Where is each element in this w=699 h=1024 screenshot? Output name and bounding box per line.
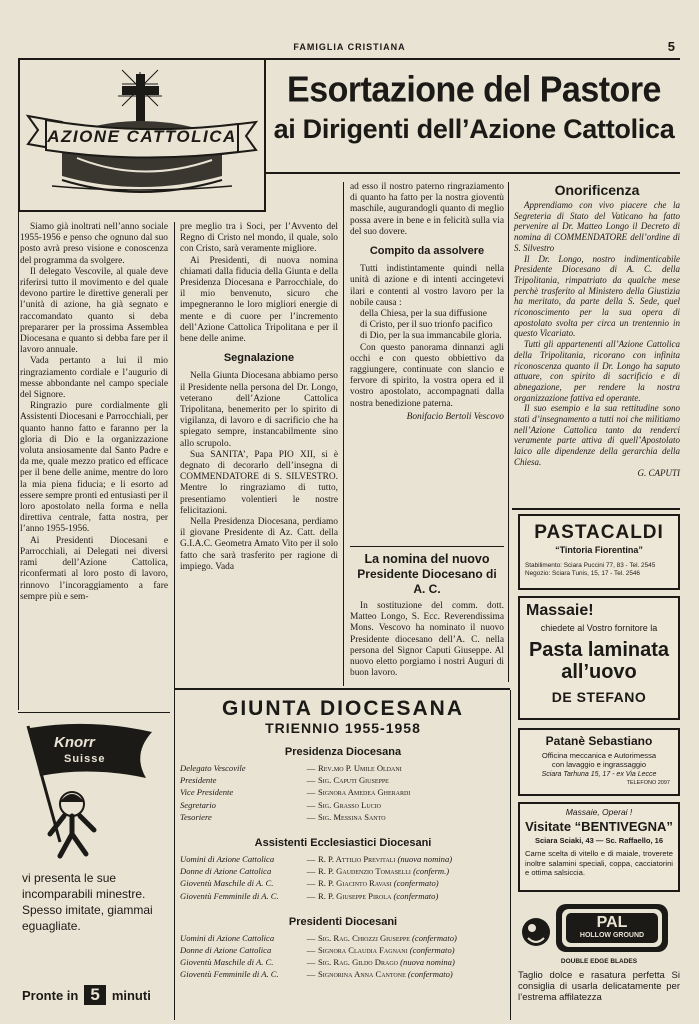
person-name: Sig. Rag. Gildo Drago bbox=[318, 957, 398, 968]
magazine-title: FAMIGLIA CRISTIANA bbox=[293, 42, 406, 52]
person-name: R. P. Giacinto Ravasi bbox=[318, 878, 392, 889]
ad-title: PASTACALDI bbox=[534, 522, 664, 543]
role: Tesoriere bbox=[180, 811, 212, 822]
column-rule bbox=[343, 182, 344, 686]
column-rule bbox=[174, 222, 175, 708]
column-rule bbox=[174, 690, 175, 1020]
ad-brand-sub: HOLLOW GROUND bbox=[579, 932, 645, 939]
role: Vice Presidente bbox=[180, 787, 234, 798]
person-name: R. P. Gaudenzio Tomaselli bbox=[318, 866, 411, 877]
ad-text: Carne scelta di vitello e di maiale, troverete inoltre salamini speciali, coppa, cacciatorini e ottima salsiccia. bbox=[525, 849, 673, 877]
ad-title: Massaie! bbox=[526, 602, 594, 619]
ad-brand: DE STEFANO bbox=[551, 689, 647, 705]
section-title: Assistenti Ecclesiastici Diocesani bbox=[254, 837, 432, 850]
section-rule bbox=[174, 688, 510, 690]
role: Gioventù Femminile di A. C. bbox=[180, 969, 279, 980]
person-name: Signorina Anna Cantone bbox=[318, 969, 406, 980]
paragraph: Siamo già inoltrati nell’anno sociale 1955-1956 e penso che ognuno dal suo posto avrà preso visione e conoscenza del programma da svolgere. bbox=[20, 222, 168, 266]
note: (nuova nomina) bbox=[400, 957, 455, 968]
paragraph: pre meglio tra i Soci, per l’Avvento del Regno di Cristo nel mondo, il quale, solo con Cristo, sarà veramente migliore. bbox=[180, 222, 338, 255]
section-title: Presidenza Diocesana bbox=[284, 746, 402, 758]
giunta-subtitle: TRIENNIO 1955-1958 bbox=[265, 720, 421, 736]
nomina-title-line1: La nomina del nuovo bbox=[364, 552, 490, 566]
table-row: Tesoriere — Sig. Messina Santo bbox=[180, 811, 506, 823]
ad-knorr bbox=[20, 722, 170, 862]
person-name: Signora Amedea Gherardi bbox=[318, 787, 411, 798]
paragraph: di Cristo, per il suo trionfo pacifico bbox=[360, 320, 493, 331]
table-row: Gioventù Maschile di A. C. — Sig. Rag. Gildo Drago (nuova nomina) bbox=[180, 957, 455, 968]
ad-title: Patanè Sebastiano bbox=[545, 734, 653, 748]
column-rule bbox=[510, 690, 511, 1020]
note: (confermato) bbox=[393, 878, 439, 889]
logo-text: AZIONE CATTOLICA bbox=[47, 127, 237, 146]
person-name: R. P. Attilio Previtali bbox=[318, 854, 396, 865]
onorificenza-article bbox=[514, 182, 680, 478]
paragraph: ad esso il nostro paterno ringraziamento di quanto ha fatto per la nostra gioventù maschile, augurandogli quanto di meglio possa avere in bene e in felicità sulla via del suo dovere. bbox=[350, 182, 504, 237]
paragraph: Ai Presidenti, di nuova nomina chiamati dalla fiducia della Giunta e della Presidenza Diocesana e Parrocchiale, do il mio benvenuto, sicuro che impegneranno le loro migliori energie di mente e di cuore per l’incremento dell’Azione Cattolica Tripolitana e per il bene delle anime. bbox=[180, 255, 338, 345]
ad-bentivegna bbox=[518, 802, 680, 892]
ad-line: Officina meccanica e Autorimessa bbox=[541, 751, 657, 760]
role: Gioventù Femminile di A. C. bbox=[180, 890, 279, 901]
paragraph: Nella Giunta Diocesana abbiamo perso il Presidente nella persona del Dr. Longo, veterano dell’Azione Cattolica Tripolitana, benemerito per lo spirito di vigilanza, di lavoro e di sacrificio che ha spiegato sempre, instancabilmente sino allo scrupolo. bbox=[180, 371, 338, 449]
ad-knorr-prefix: Pronte in bbox=[22, 987, 79, 1003]
ad-knorr-text: vi presenta le sue incomparabili minestre. Spesso imitate, giammai eguagliate. bbox=[22, 871, 153, 933]
person-name: Rev.mo P. Umile Oldani bbox=[318, 763, 402, 773]
table-row: Gioventù Femminile di A. C. — R. P. Giuseppe Pirola (confermato) bbox=[180, 890, 439, 901]
giunta-title: GIUNTA DIOCESANA bbox=[222, 697, 464, 720]
note: (confermato) bbox=[409, 945, 455, 956]
ad-flag-brand: Knorr bbox=[54, 734, 95, 751]
nomina-title-line2: Presidente Diocesano di A. C. bbox=[357, 567, 497, 596]
table-row: Segretario — Sig. Grasso Lucio bbox=[180, 799, 506, 811]
article-column-2 bbox=[180, 222, 338, 573]
azione-cattolica-logo bbox=[22, 66, 262, 198]
ad-knorr-suffix: minuti bbox=[111, 987, 151, 1003]
person-name: Sig. Grasso Lucio bbox=[318, 799, 382, 810]
left-frame-rule bbox=[18, 60, 19, 710]
running-head bbox=[0, 39, 699, 56]
note: (nuova nomina) bbox=[397, 854, 453, 865]
role: Presidente bbox=[180, 775, 217, 786]
table-row: Gioventù Maschile di A. C. — R. P. Giacinto Ravasi (confermato) bbox=[180, 878, 439, 889]
ad-line: con lavaggio e ingrassaggio bbox=[551, 760, 647, 769]
paragraph: Apprendiamo con vivo piacere che la Segreteria di Stato del Vaticano ha fatto pervenire al Dr. Matteo Longo il Decreto di nomina di COMMENDATORE dell’ordine di S. Silvestro bbox=[514, 200, 680, 253]
person-name: Sig. Messina Santo bbox=[318, 811, 386, 822]
person-name: Sig. Caputi Giuseppe bbox=[318, 775, 389, 786]
nomina-article bbox=[350, 552, 504, 679]
paragraph: Vada pertanto a lui il mio ringraziamento cordiale e l’augurio di messe abbondante nel campo speciale del Signore. bbox=[20, 356, 168, 401]
nomina-text: In sostituzione del comm. dott. Matteo Longo, S. Ecc. Reverendissima Mons. Vescovo ha nominato il nuovo Presidente diocesano dell’A. C. nella persona del Signor Caputi Giuseppe. Al nuovo eletto porgiamo i nostri Auguri di buon lavoro. bbox=[350, 601, 504, 679]
paragraph: Tutti indistintamente quindi nella unità di azione e di intenti accingetevi ilari e contenti al vostro lavoro per la nobile causa : bbox=[350, 264, 504, 308]
table-row: Gioventù Femminile di A. C. — Signorina Anna Cantone (confermato) bbox=[180, 969, 453, 980]
section-rule bbox=[512, 508, 680, 510]
person-name: Signora Claudia Fagnani bbox=[318, 945, 408, 956]
paragraph: Tutti gli appartenenti all’Azione Cattolica della Tripolitania, ricorano con infinita riconoscenza quanto il Dr. Longo ha saputo attuare, con spirito di sacrificio e di abnegazione, per rendere la nostra organizzazione fattiva ed operante. bbox=[514, 339, 680, 403]
ad-line: Negozio: Sciara Tunis, 15, 17 - Tel. 2546 bbox=[525, 570, 640, 577]
ad-address: Sciara Sciaki, 43 — Sc. Raffaello, 16 bbox=[535, 836, 663, 845]
ad-title: Visitate “BENTIVEGNA” bbox=[525, 819, 673, 834]
ad-line: Stabilimento: Sciara Puccini 77, 83 - Tel. 2545 bbox=[525, 562, 656, 569]
article-column-3 bbox=[350, 182, 504, 423]
signature: G. CAPUTI bbox=[637, 467, 680, 478]
section-rule bbox=[18, 712, 170, 713]
article-column-1 bbox=[20, 222, 168, 603]
table-row: Uomini di Azione Cattolica — R. P. Attilio Previtali (nuova nomina) bbox=[180, 854, 453, 865]
headline bbox=[268, 70, 680, 148]
giunta-table bbox=[180, 746, 506, 981]
table-row: Delegato Vescovile — Rev.mo P. Umile Oldani bbox=[180, 762, 506, 774]
column-rule bbox=[508, 182, 509, 682]
logo-bottom-rule bbox=[18, 210, 266, 212]
ad-knorr-number: 5 bbox=[84, 985, 105, 1005]
note: (confermato) bbox=[407, 969, 453, 980]
paragraph: Ringrazio pure cordialmente gli Assistenti Diocesani e Parrocchiali, per quanto hanno fatto e faranno per la gloria di Dio e la organizzazione voluta ansiosamente dal Santo Padre e da me, quale mezzo pratico ed efficace per il bene delle anime, mentre do loro la mia piena fiducia; e li esorto ad essere sempre pronti ed entusiasti per il loro apostolato nella forma e nella direttiva centrale, fatta nostra, per l’anno 1955-1956. bbox=[20, 401, 168, 535]
role: Delegato Vescovile bbox=[180, 763, 246, 773]
section-title: Presidenti Diocesani bbox=[288, 915, 398, 928]
table-row: Presidente — Sig. Caputi Giuseppe bbox=[180, 774, 506, 786]
ad-destefano bbox=[518, 596, 680, 720]
paragraph: Con questo panorama dinnanzi agli occhi e con questo obbiettivo da raggiungere, continuate con slancio e fervore di spirito, la vostra opera ed il vostro apostolato, accompagnati dalla nostra benedizione paterna. bbox=[350, 342, 504, 409]
table-row: Donne di Azione Cattolica — R. P. Gaudenzio Tomaselli (conferm.) bbox=[180, 866, 450, 877]
signature: Bonifacio Bertoli Vescovo bbox=[406, 411, 504, 422]
paragraph: Il Dr. Longo, nostro indimenticabile Presidente Diocesano di A. C. della Tripolitania, rimpatriato da qualche mese perchè trasferito al Ministero della Giustizia ha meritato, da parte della S. Sede, quel riconoscimento per la sua opera di apostolato svolta per circa un trentennio in questo Vicariato. bbox=[514, 253, 680, 339]
headline-line1: Esortazione del Pastore bbox=[287, 70, 661, 110]
onorificenza-title: Onorificenza bbox=[554, 182, 640, 198]
paragraph: Ai Presidenti Diocesani e Parrocchiali, ai Delegati nei diversi rami dell’Azione Cattolica, riconfermati al loro posto di lavoro, rinnovo l’incoraggiamento a fare sempre più e sem- bbox=[20, 535, 168, 602]
role: Donne di Azione Cattolica bbox=[180, 866, 272, 877]
table-row: Uomini di Azione Cattolica — Sig. Rag. Chiozzi Giuseppe (confermato) bbox=[180, 932, 457, 943]
top-rule bbox=[18, 58, 680, 60]
ad-patane bbox=[518, 728, 680, 796]
ad-pastacaldi bbox=[518, 514, 680, 590]
ad-flag-sub: Suisse bbox=[64, 753, 106, 765]
person-name: Sig. Rag. Chiozzi Giuseppe bbox=[318, 932, 410, 943]
paragraph: Il suo esempio e la sua rettitudine sono stati d’insegnamento a tutti noi che militiamo nell’Azione Cattolica tanto da renderci veramente parte attiva di quell’Apostolato laico alle dipendenze della gerarchia della Chiesa. bbox=[514, 403, 680, 467]
table-row: Vice Presidente — Signora Amedea Gherardi bbox=[180, 786, 506, 798]
ad-line: Sciara Tarhuna 15, 17 - ex Via Lecce bbox=[541, 771, 657, 778]
role: Uomini di Azione Cattolica bbox=[180, 932, 275, 943]
role: Gioventù Maschile di A. C. bbox=[180, 878, 274, 889]
ad-caption: DOUBLE EDGE BLADES bbox=[560, 958, 638, 965]
ad-top-text: Massaie, Operai ! bbox=[565, 807, 633, 817]
subhead-segnalazione: Segnalazione bbox=[223, 352, 295, 365]
paragraph: della Chiesa, per la sua diffusione bbox=[360, 309, 487, 320]
person-name: R. P. Giuseppe Pirola bbox=[318, 890, 392, 901]
paragraph: Nella Presidenza Diocesana, perdiamo il giovane Presidente di Az. Catt. della G.I.A.C. Geometra Amato Vito per il solo fatto che sarà trasferito per ragione di impiego. Vada bbox=[180, 517, 338, 572]
ad-product-line1: Pasta laminata bbox=[528, 639, 670, 661]
headline-rule bbox=[266, 172, 680, 174]
ad-text: chiedete al Vostro fornitore la bbox=[540, 623, 658, 633]
ad-knorr-bottom bbox=[22, 985, 172, 1005]
paragraph: Sua SANITA’, Papa PIO XII, si è degnato di decorarlo dell’insegna di COMMENDATORE di S. SILVESTRO. Mentre lo ringraziamo di tutto, presentiamo volentieri le nostre felicitazioni. bbox=[180, 449, 338, 516]
ad-text: Taglio dolce e rasatura perfetta Si consiglia di usarla delicatamente per l’estrema affilatezza bbox=[518, 970, 680, 1003]
ad-phone: TELEFONO 2097 bbox=[626, 780, 670, 786]
role: Segretario bbox=[180, 799, 216, 810]
paragraph: Il delegato Vescovile, al quale deve riferirsi tutto il movimento e del quale devono partire le direttive generali per l’unità di azione, ha già segnato e raccomandato quanto si deba prepararer per la prossima Assemblea Diocesana e quanto si debba fare per il lavoro annuale. bbox=[20, 266, 168, 356]
note: (conferm.) bbox=[413, 866, 450, 877]
headline-line2: ai Dirigenti dell’Azione Cattolica bbox=[273, 114, 675, 144]
role: Uomini di Azione Cattolica bbox=[180, 854, 275, 865]
note: (confermato) bbox=[412, 932, 457, 943]
note: (confermato) bbox=[393, 890, 439, 901]
logo-right-rule bbox=[264, 60, 266, 210]
ad-product-line2: all’uovo bbox=[561, 661, 637, 683]
section-rule bbox=[350, 546, 504, 547]
role: Gioventù Maschile di A. C. bbox=[180, 957, 274, 968]
table-row: Donne di Azione Cattolica — Signora Claudia Fagnani (confermato) bbox=[180, 945, 455, 956]
paragraph: di Dio, per la sua immancabile gloria. bbox=[360, 331, 502, 342]
ad-pal bbox=[518, 900, 680, 1018]
role: Donne di Azione Cattolica bbox=[180, 945, 272, 956]
subhead-compito: Compito da assolvere bbox=[369, 245, 485, 258]
ad-brand: PAL bbox=[596, 914, 628, 931]
page-number: 5 bbox=[667, 39, 675, 54]
ad-subtitle: “Tintoria Fiorentina” bbox=[555, 545, 643, 555]
